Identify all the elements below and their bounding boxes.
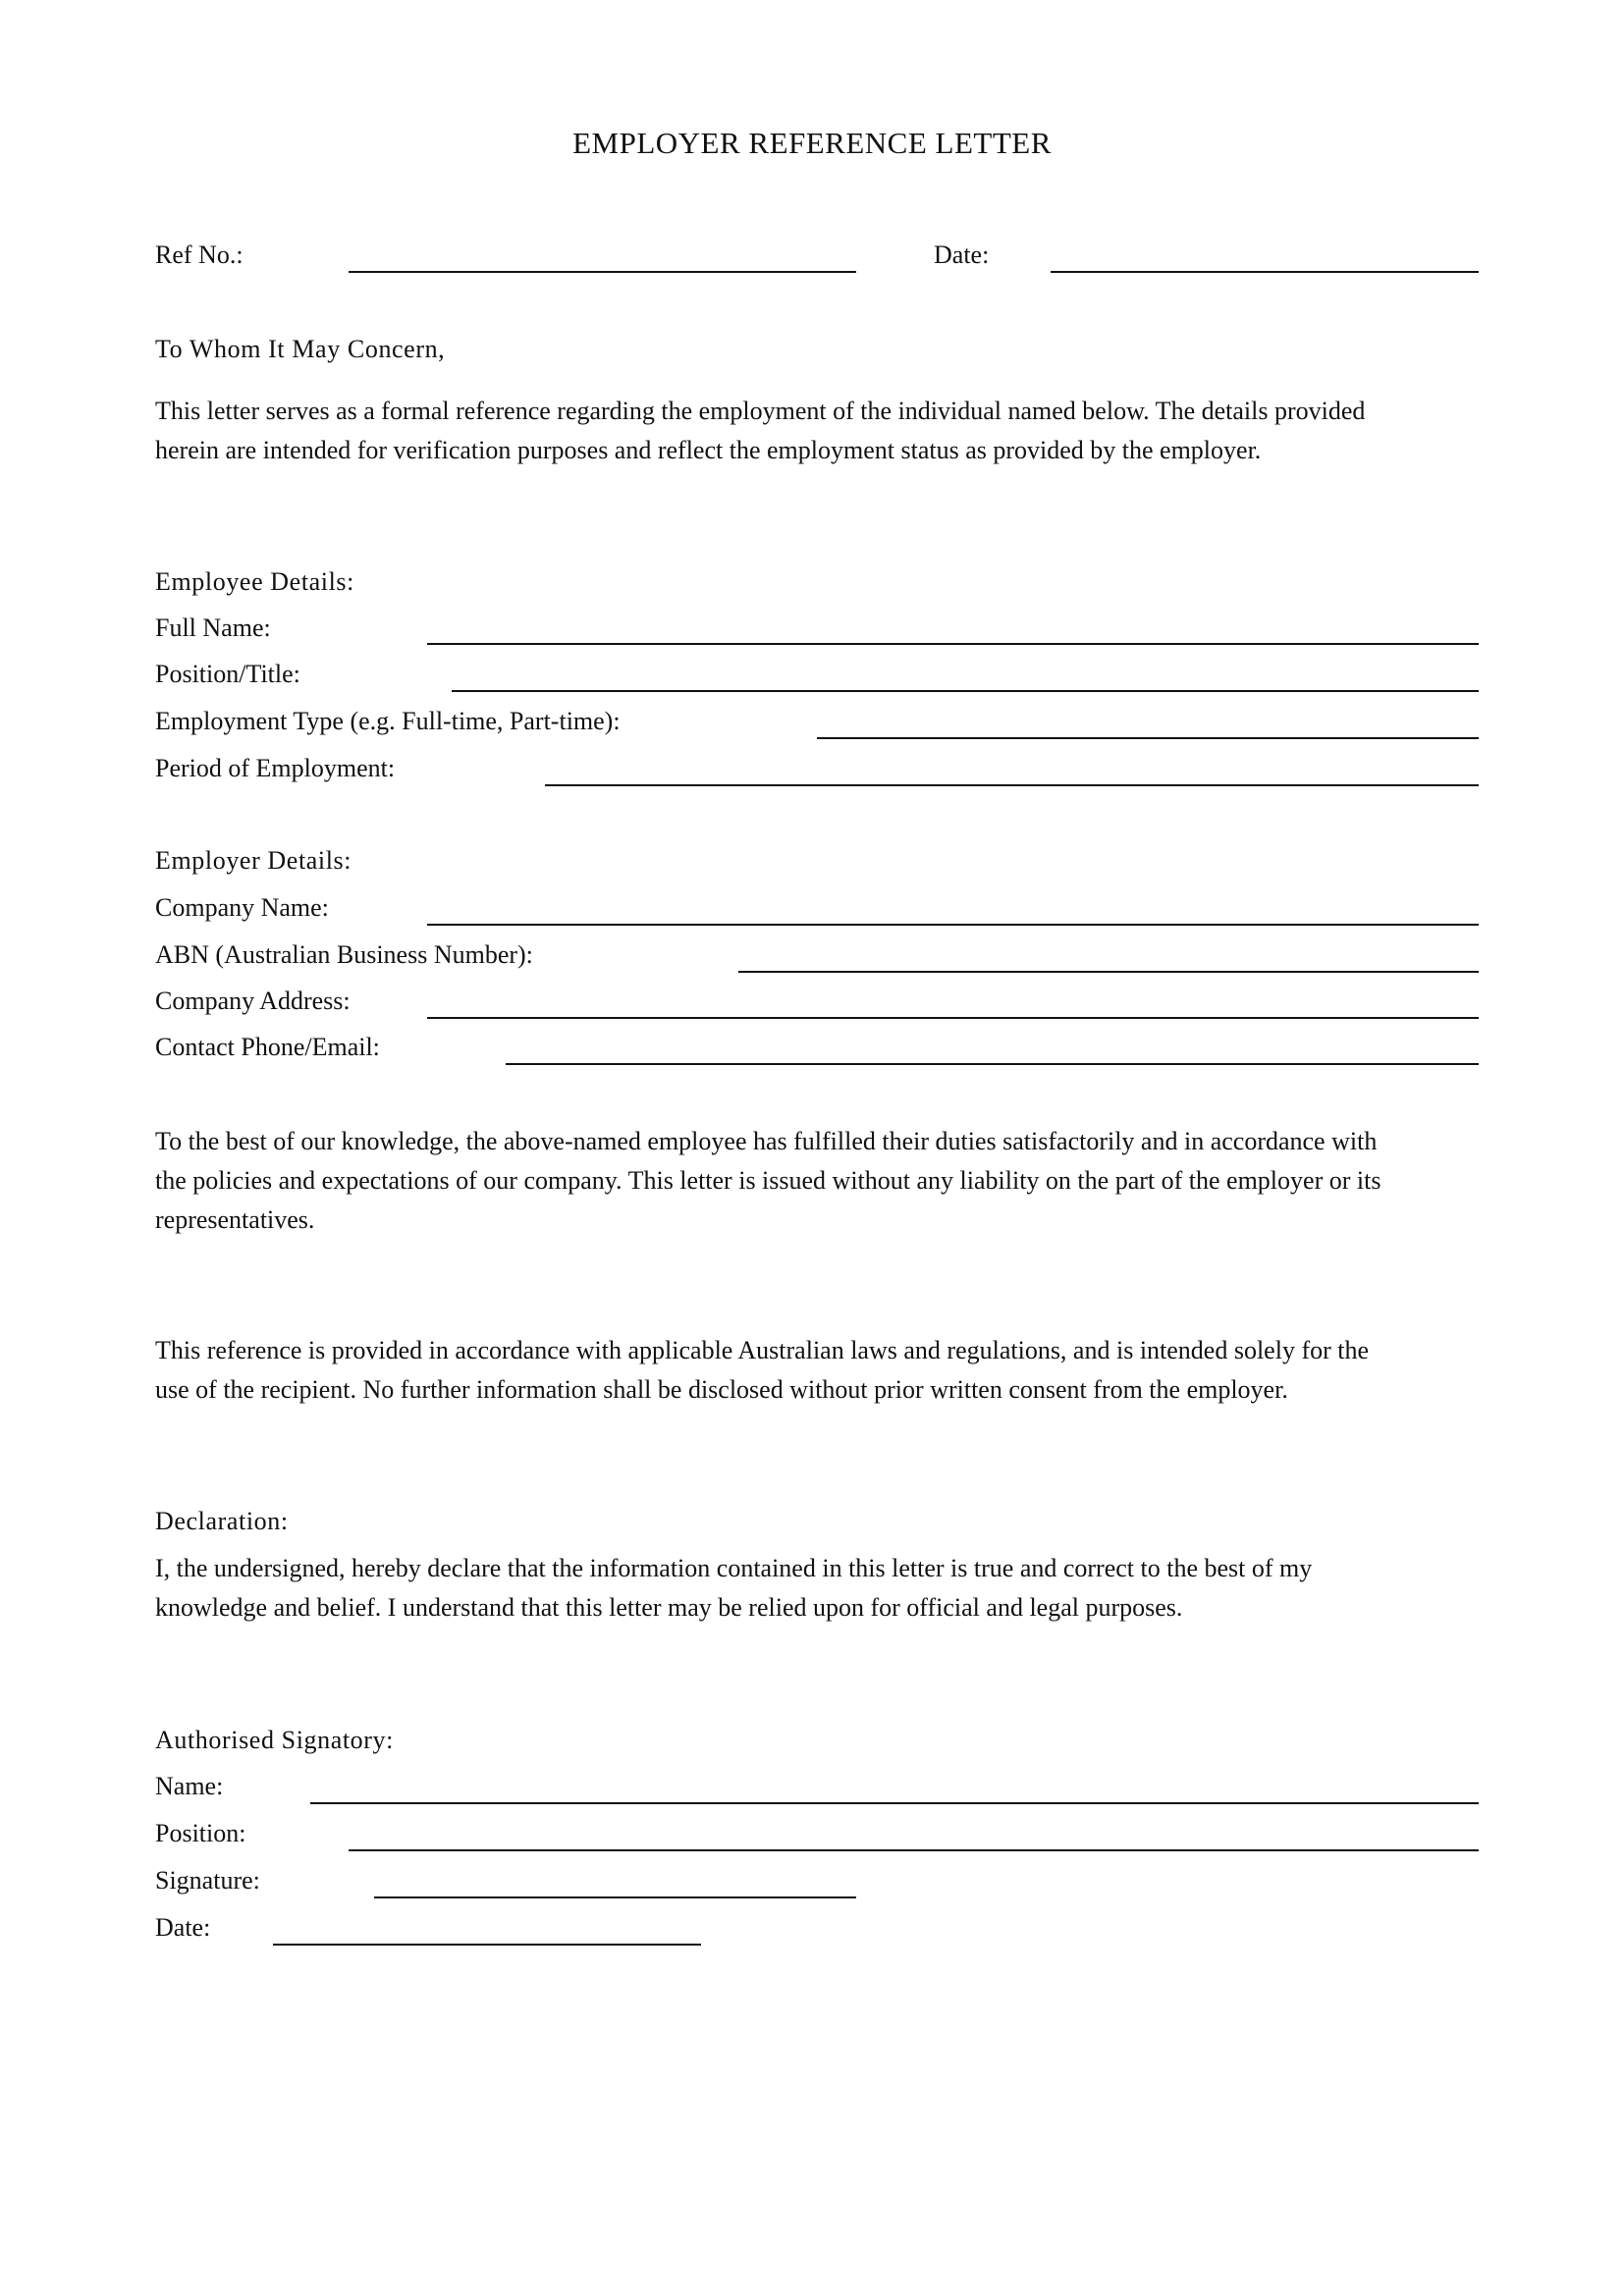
position-title-label: Position/Title: <box>155 660 300 688</box>
company-address-field[interactable] <box>427 1017 1479 1019</box>
signatory-position-field[interactable] <box>349 1849 1479 1851</box>
full-name-label: Full Name: <box>155 614 271 642</box>
performance-line: representatives. <box>155 1205 315 1234</box>
signatory-date-label: Date: <box>155 1913 211 1942</box>
employment-type-label: Employment Type (e.g. Full-time, Part-time): <box>155 707 621 735</box>
performance-paragraph <box>155 1122 1500 1240</box>
signature-label: Signature: <box>155 1866 260 1895</box>
company-name-field[interactable] <box>427 924 1479 926</box>
abn-field[interactable] <box>738 971 1479 973</box>
document-title: EMPLOYER REFERENCE LETTER <box>572 126 1052 160</box>
declaration-paragraph <box>155 1549 1500 1628</box>
company-name-label: Company Name: <box>155 893 329 922</box>
contact-phone-email-field[interactable] <box>506 1063 1479 1065</box>
intro-line: herein are intended for verification purposes and reflect the employment status as provided by the employer. <box>155 436 1262 464</box>
compliance-line: use of the recipient. No further information shall be disclosed without prior written consent from the employer. <box>155 1375 1288 1404</box>
company-address-label: Company Address: <box>155 987 351 1015</box>
signatory-name-field[interactable] <box>310 1802 1479 1804</box>
signatory-position-label: Position: <box>155 1819 246 1847</box>
contact-phone-email-label: Contact Phone/Email: <box>155 1033 380 1061</box>
performance-line: To the best of our knowledge, the above-named employee has fulfilled their duties satisfactorily and in accordance with <box>155 1127 1378 1155</box>
period-of-employment-field[interactable] <box>545 784 1479 786</box>
declaration-line: I, the undersigned, hereby declare that the information contained in this letter is true and correct to the best of my <box>155 1554 1313 1582</box>
signatory-date-field[interactable] <box>273 1944 701 1946</box>
ref-no-label: Ref No.: <box>155 240 244 269</box>
abn-label: ABN (Australian Business Number): <box>155 940 533 969</box>
signature-field[interactable] <box>374 1896 856 1898</box>
period-of-employment-label: Period of Employment: <box>155 754 396 782</box>
employer-details-heading: Employer Details: <box>155 846 352 875</box>
intro-line: This letter serves as a formal reference regarding the employment of the individual named below. The details provided <box>155 397 1366 425</box>
header-date-field[interactable] <box>1051 271 1479 273</box>
declaration-heading: Declaration: <box>155 1507 289 1535</box>
employee-details-heading: Employee Details: <box>155 567 354 596</box>
header-date-label: Date: <box>934 240 990 269</box>
position-title-field[interactable] <box>452 690 1479 692</box>
compliance-paragraph <box>155 1331 1500 1410</box>
signatory-name-label: Name: <box>155 1772 224 1800</box>
employment-type-field[interactable] <box>817 737 1479 739</box>
declaration-line: knowledge and belief. I understand that this letter may be relied upon for official and legal purposes. <box>155 1593 1183 1622</box>
ref-no-field[interactable] <box>349 271 856 273</box>
authorised-signatory-heading: Authorised Signatory: <box>155 1726 394 1754</box>
intro-paragraph <box>155 392 1500 470</box>
salutation: To Whom It May Concern, <box>155 335 446 363</box>
performance-line: the policies and expectations of our company. This letter is issued without any liability on the part of the employer or its <box>155 1166 1381 1195</box>
compliance-line: This reference is provided in accordance with applicable Australian laws and regulations, and is intended solely for the <box>155 1336 1370 1364</box>
full-name-field[interactable] <box>427 643 1479 645</box>
